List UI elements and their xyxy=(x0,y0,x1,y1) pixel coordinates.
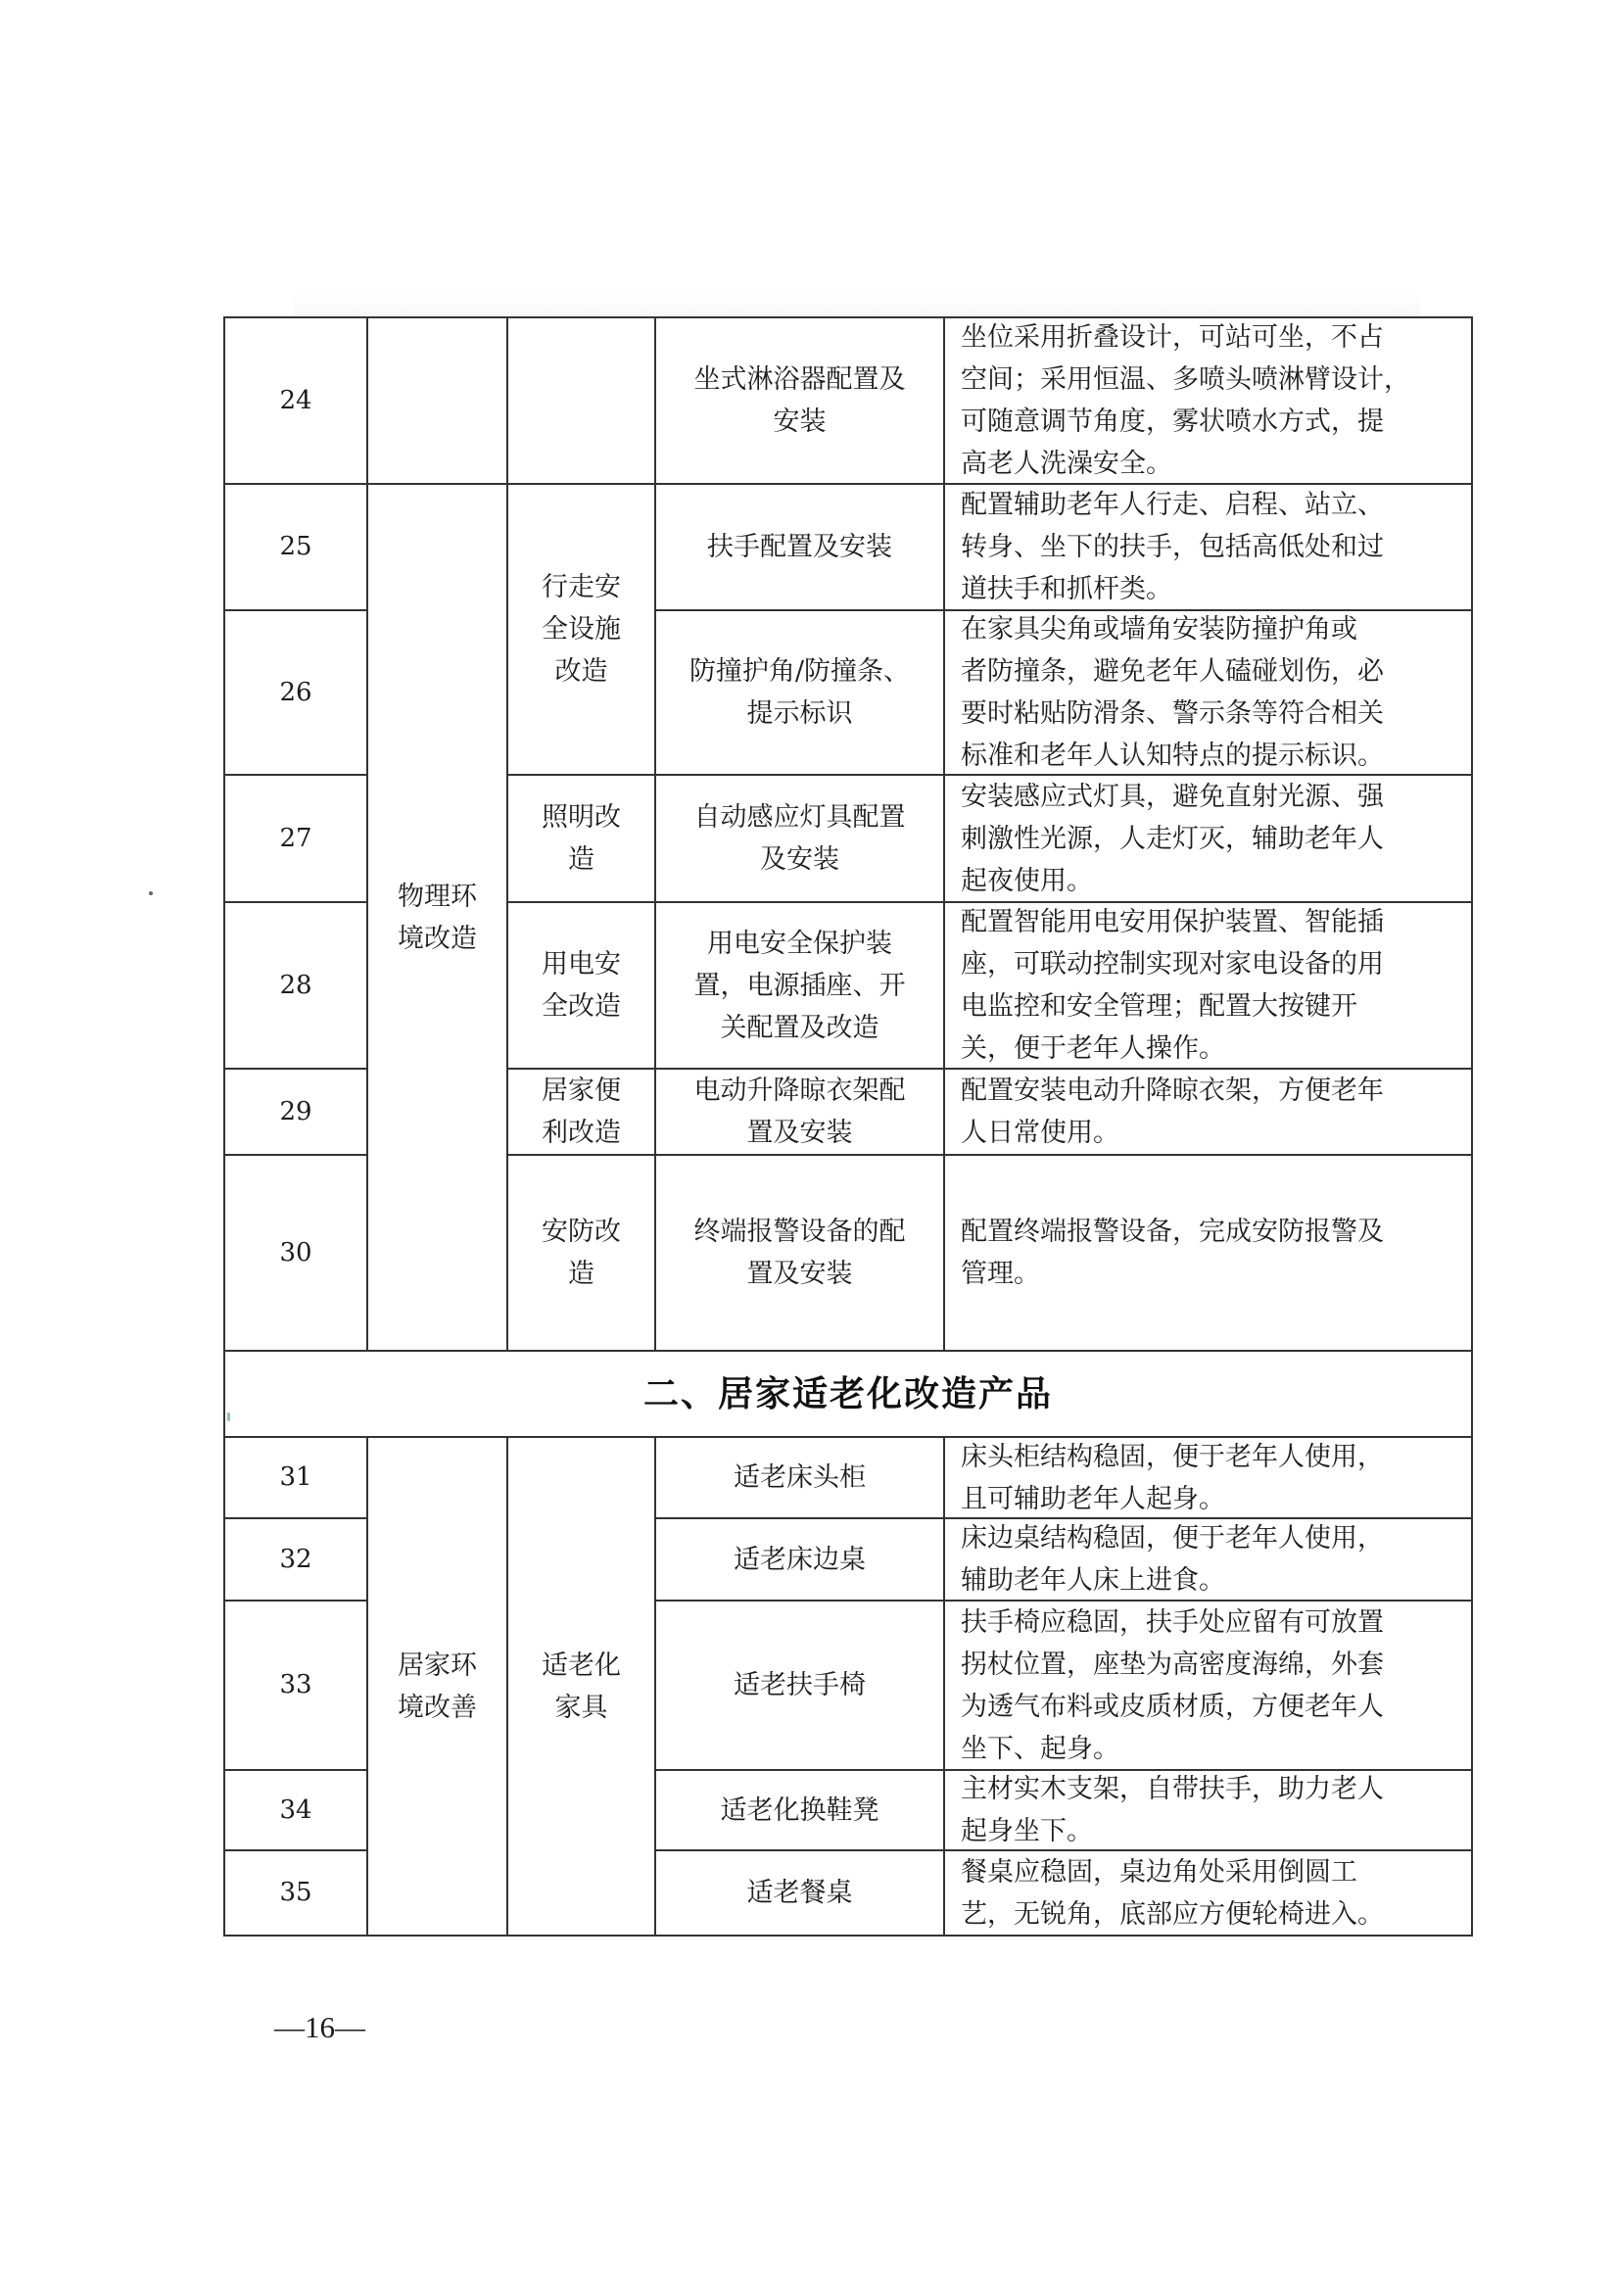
category-cell-text: 境改造 xyxy=(398,923,477,954)
subcategory-cell xyxy=(506,483,656,776)
item-name-text: 提示标识 xyxy=(746,698,853,729)
item-description-text: 艺，无锐角，底部应方便轮椅进入。 xyxy=(961,1898,1384,1930)
item-name xyxy=(654,1068,945,1156)
row-number-text: 25 xyxy=(279,532,312,561)
item-name xyxy=(654,483,945,611)
item-name xyxy=(654,774,945,903)
item-description-text: 关，便于老年人操作。 xyxy=(961,1033,1225,1064)
row-number-text: 28 xyxy=(279,970,312,1000)
item-description-text: 刺激性光源，人走灯灭，辅助老年人 xyxy=(961,823,1384,854)
subcategory-cell xyxy=(506,316,656,485)
item-name-text: 坐式淋浴器配置及 xyxy=(693,364,906,395)
item-description-text: 标准和老年人认知特点的提示标识。 xyxy=(961,741,1384,771)
item-description xyxy=(943,1769,1473,1851)
subcategory-cell-text: 全设施 xyxy=(542,614,621,645)
item-description-text: 人日常使用。 xyxy=(961,1118,1119,1148)
item-description-text: 辅助老年人床上进食。 xyxy=(961,1565,1225,1596)
subcategory-cell xyxy=(506,1436,656,1937)
subcategory-cell-text: 居家便 xyxy=(542,1076,621,1106)
subcategory-cell-text: 改造 xyxy=(554,656,608,687)
item-description xyxy=(943,1600,1473,1771)
item-description-text: 要时粘贴防滑条、警示条等符合相关 xyxy=(961,698,1384,729)
subcategory-cell-text: 全改造 xyxy=(542,991,621,1022)
subcategory-cell xyxy=(506,901,656,1070)
item-description-text: 配置智能用电安用保护装置、智能插 xyxy=(961,907,1384,937)
category-cell-text: 居家环 xyxy=(398,1650,477,1681)
row-number xyxy=(223,1849,368,1937)
item-name-text: 扶手配置及安装 xyxy=(707,532,892,562)
item-name-text: 用电安全保护装 xyxy=(707,928,892,959)
item-description xyxy=(943,901,1473,1070)
item-description xyxy=(943,483,1473,611)
item-name-text: 置及安装 xyxy=(746,1118,853,1148)
item-description-text: 电监控和安全管理；配置大按键开 xyxy=(961,991,1357,1022)
category-cell xyxy=(366,483,508,1352)
section-header-text: 二、居家适老化改造产品 xyxy=(642,1373,1053,1414)
item-name-text: 关配置及改造 xyxy=(720,1012,879,1043)
row-number-text: 24 xyxy=(279,385,312,415)
item-description-text: 起身坐下。 xyxy=(961,1816,1093,1846)
item-description-text: 餐桌应稳固，桌边角处采用倒圆工 xyxy=(961,1856,1357,1888)
subcategory-cell-text: 造 xyxy=(568,844,594,875)
item-description-text: 可随意调节角度，雾状喷水方式，提 xyxy=(961,407,1384,437)
item-description xyxy=(943,316,1473,485)
item-name xyxy=(654,1436,945,1519)
row-number xyxy=(223,901,368,1070)
category-cell-text: 境改善 xyxy=(398,1692,477,1723)
item-description-text: 拐杖位置，座垫为高密度海绵，外套 xyxy=(961,1649,1384,1680)
row-number-text: 34 xyxy=(279,1794,312,1825)
scan-speck xyxy=(227,1412,230,1421)
category-cell-text: 物理环 xyxy=(398,881,477,912)
item-description-text: 管理。 xyxy=(961,1259,1040,1289)
subcategory-cell xyxy=(506,1068,656,1156)
row-number-text: 31 xyxy=(279,1462,312,1492)
category-cell xyxy=(366,1436,508,1937)
subcategory-cell-text: 家具 xyxy=(554,1692,608,1723)
page-number: —16— xyxy=(274,2010,365,2044)
row-number-text: 33 xyxy=(279,1670,312,1699)
subcategory-cell-text: 利改造 xyxy=(542,1118,621,1148)
row-number xyxy=(223,483,368,611)
item-description-text: 安装感应式灯具，避免直射光源、强 xyxy=(961,781,1384,812)
item-description-text: 为透气布料或皮质材质，方便老年人 xyxy=(961,1691,1384,1722)
item-description-text: 在家具尖角或墙角安装防撞护角或 xyxy=(961,614,1357,645)
row-number-text: 35 xyxy=(279,1878,312,1907)
row-number-text: 26 xyxy=(279,677,312,707)
item-description-text: 扶手椅应稳固，扶手处应留有可放置 xyxy=(961,1606,1384,1638)
row-number-text: 32 xyxy=(279,1544,312,1574)
subcategory-cell-text: 适老化 xyxy=(542,1650,621,1681)
row-number xyxy=(223,1517,368,1602)
item-name xyxy=(654,316,945,485)
item-description-text: 起夜使用。 xyxy=(961,865,1093,896)
item-name-text: 及安装 xyxy=(760,844,839,875)
item-description-text: 道扶手和抓杆类。 xyxy=(961,574,1172,604)
row-number-text: 30 xyxy=(279,1237,312,1268)
item-name-text: 适老餐桌 xyxy=(746,1878,853,1908)
item-name-text: 适老扶手椅 xyxy=(734,1670,866,1700)
item-description-text: 且可辅助老年人起身。 xyxy=(961,1483,1225,1514)
item-name-text: 适老床边桌 xyxy=(734,1544,866,1575)
subcategory-cell-text: 照明改 xyxy=(542,802,621,833)
item-description-text: 坐下、起身。 xyxy=(961,1733,1119,1764)
item-name-text: 适老化换鞋凳 xyxy=(720,1794,879,1826)
subcategory-cell-text: 用电安 xyxy=(542,949,621,980)
item-description xyxy=(943,1068,1473,1156)
row-number xyxy=(223,316,368,485)
row-number-text: 29 xyxy=(279,1096,312,1126)
item-name xyxy=(654,1600,945,1771)
scan-speck xyxy=(149,891,153,895)
row-number xyxy=(223,1154,368,1352)
item-description-text: 床头柜结构稳固，便于老年人使用， xyxy=(961,1441,1384,1472)
item-name-text: 电动升降晾衣架配 xyxy=(693,1076,906,1106)
item-name xyxy=(654,1769,945,1851)
item-name-text: 适老床头柜 xyxy=(734,1462,866,1493)
row-number xyxy=(223,774,368,903)
item-name xyxy=(654,609,945,776)
item-description xyxy=(943,1849,1473,1937)
row-number xyxy=(223,1769,368,1851)
row-number xyxy=(223,1436,368,1519)
item-description-text: 配置安装电动升降晾衣架，方便老年 xyxy=(961,1076,1384,1106)
item-description xyxy=(943,774,1473,903)
category-cell xyxy=(366,316,508,485)
row-number-text: 27 xyxy=(279,823,312,853)
row-number xyxy=(223,1068,368,1156)
subcategory-cell xyxy=(506,1154,656,1352)
subcategory-cell-text: 造 xyxy=(568,1259,594,1289)
item-description-text: 配置辅助老年人行走、启程、站立、 xyxy=(961,490,1384,520)
item-name xyxy=(654,1517,945,1602)
item-description xyxy=(943,1436,1473,1519)
item-description-text: 空间；采用恒温、多喷头喷淋臂设计， xyxy=(961,364,1410,395)
item-description xyxy=(943,609,1473,776)
item-name-text: 自动感应灯具配置 xyxy=(693,802,906,833)
item-name-text: 安装 xyxy=(773,407,827,437)
item-description-text: 坐位采用折叠设计，可站可坐，不占 xyxy=(961,322,1384,353)
item-description xyxy=(943,1517,1473,1602)
item-name xyxy=(654,901,945,1070)
item-name-text: 置，电源插座、开 xyxy=(693,970,906,1001)
subcategory-cell xyxy=(506,774,656,903)
row-number xyxy=(223,1600,368,1771)
item-name-text: 置及安装 xyxy=(746,1259,853,1289)
section-header xyxy=(223,1350,1473,1438)
item-description xyxy=(943,1154,1473,1352)
subcategory-cell-text: 安防改 xyxy=(542,1217,621,1247)
item-name-text: 防撞护角/防撞条、 xyxy=(688,656,911,687)
item-description-text: 床边桌结构稳固，便于老年人使用， xyxy=(961,1523,1384,1554)
item-description-text: 座，可联动控制实现对家电设备的用 xyxy=(961,949,1384,980)
item-description-text: 转身、坐下的扶手，包括高低处和过 xyxy=(961,532,1384,562)
item-name xyxy=(654,1849,945,1937)
item-description-text: 主材实木支架，自带扶手，助力老人 xyxy=(961,1774,1384,1804)
item-description-text: 者防撞条，避免老年人磕碰划伤，必 xyxy=(961,656,1384,687)
item-name-text: 终端报警设备的配 xyxy=(693,1217,906,1247)
item-description-text: 配置终端报警设备，完成安防报警及 xyxy=(961,1217,1384,1247)
item-description-text: 高老人洗澡安全。 xyxy=(961,449,1172,479)
row-number xyxy=(223,609,368,776)
item-name xyxy=(654,1154,945,1352)
subcategory-cell-text: 行走安 xyxy=(542,572,621,602)
